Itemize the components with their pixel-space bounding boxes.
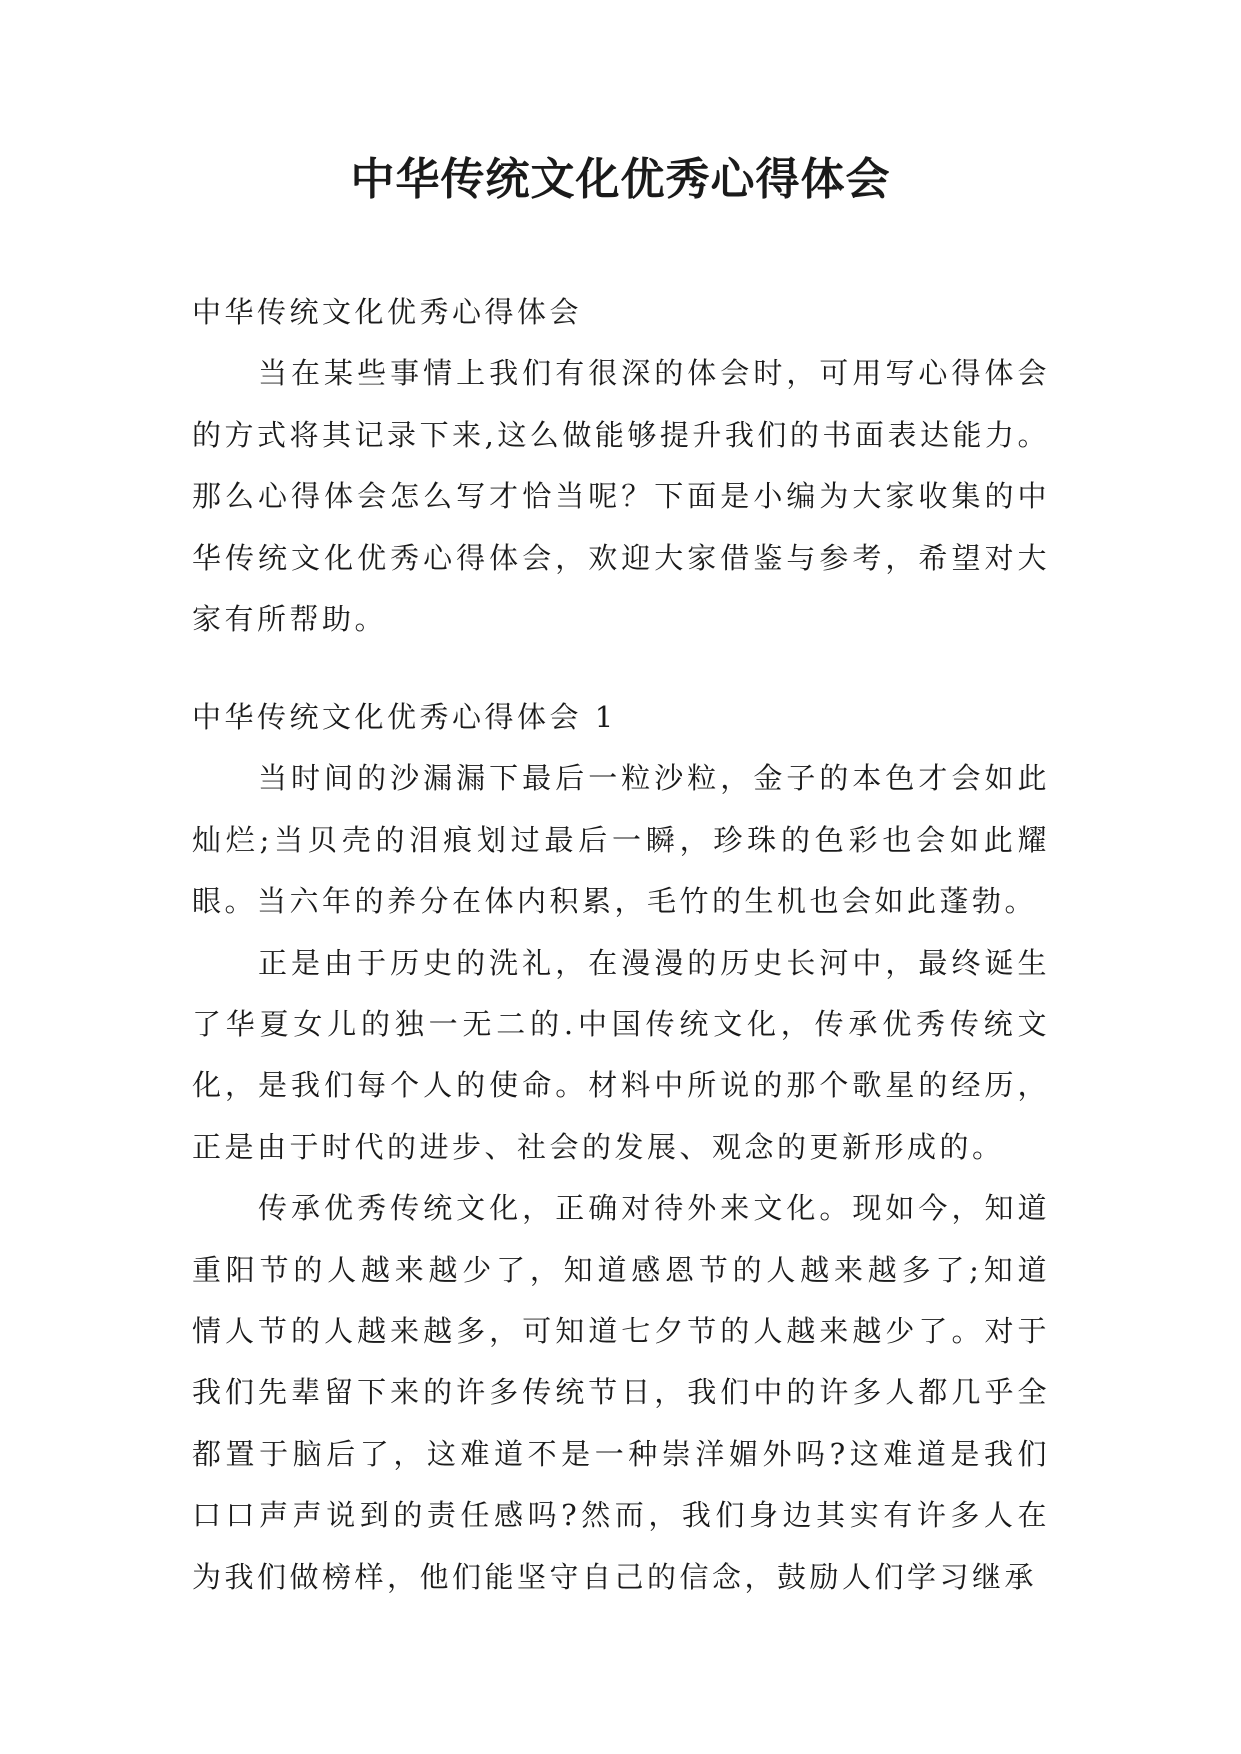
intro-paragraph: 当在某些事情上我们有很深的体会时，可用写心得体会的方式将其记录下来,这么做能够提升我们的书面表达能力。那么心得体会怎么写才恰当呢？下面是小编为大家收集的中华传统文化优秀心得体会，欢迎大家借鉴与参考，希望对大家有所帮助。 (192, 356, 1050, 637)
section-1-paragraph-3: 传承优秀传统文化，正确对待外来文化。现如今，知道重阳节的人越来越少了，知道感恩节的人越来越多了;知道情人节的人越来越多，可知道七夕节的人越来越少了。对于我们先辈留下来的许多传统节日，我们中的许多人都几乎全都置于脑后了，这难道不是一种崇洋媚外吗?这难道是我们口口声声说到的责任感吗?然而，我们身边其实有许多人在为我们做榜样，他们能坚守自己的信念，鼓励人们学习继承 (192, 1191, 1050, 1594)
section-1-paragraph-1: 当时间的沙漏漏下最后一粒沙粒，金子的本色才会如此灿烂;当贝壳的泪痕划过最后一瞬，珍珠的色彩也会如此耀眼。当六年的养分在体内积累，毛竹的生机也会如此蓬勃。 (192, 761, 1050, 919)
section-1-heading: 中华传统文化优秀心得体会 1 (192, 700, 617, 734)
section-1-paragraph-2: 正是由于历史的洗礼，在漫漫的历史长河中，最终诞生了华夏女儿的独一无二的.中国传统文化，传承优秀传统文化，是我们每个人的使命。材料中所说的那个歌星的经历，正是由于时代的进步、社会的发展、观念的更新形成的。 (192, 945, 1050, 1164)
section-1 (192, 687, 1050, 1608)
intro-heading: 中华传统文化优秀心得体会 (192, 295, 583, 329)
document-title: 中华传统文化优秀心得体会 (350, 154, 891, 205)
intro-section (192, 282, 1050, 650)
